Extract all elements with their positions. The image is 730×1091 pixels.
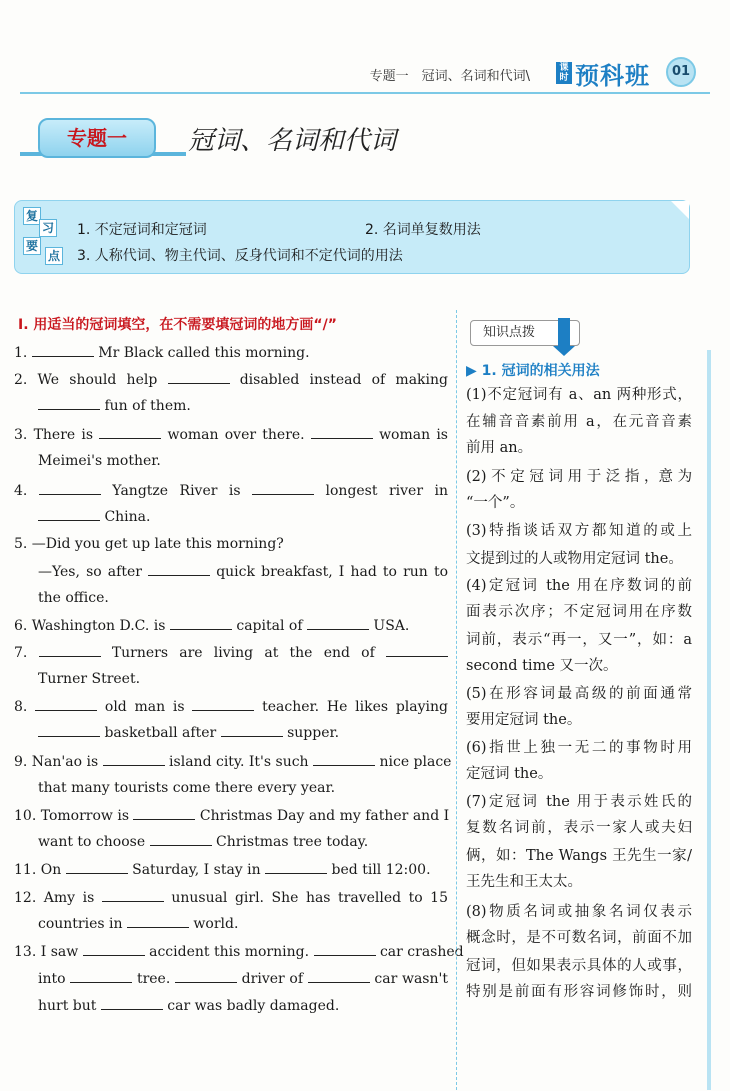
exercise-line [38,451,448,471]
answer-blank[interactable] [103,752,165,766]
exercise-line [14,860,448,880]
knowledge-line: 面表示次序；不定冠词用在序数 [466,604,692,620]
knowledge-line: 在辅音音素前用 a，在元音音素 [466,414,692,430]
answer-blank[interactable] [221,723,283,737]
knowledge-line: 定冠词 the。 [466,766,553,782]
page-number: 01 [666,57,696,87]
exercise-text: 6. Washington D.C. is [14,618,170,634]
exercise-line [38,588,448,608]
exercise-text: USA. [368,618,410,634]
exercise-line [14,806,448,826]
column-divider [456,310,457,1090]
exercise-line [14,942,464,962]
answer-blank[interactable] [170,616,232,630]
exercise-text: Mr Black called this morning. [93,345,310,361]
page-curl-corner [671,201,689,219]
running-header: 专题一 冠词、名词和代词\ [369,69,530,84]
knowledge-line: 俩，如：The Wangs 王先生一家/ [466,848,692,864]
answer-blank[interactable] [252,481,314,495]
exercise-text: that many tourists come there every year. [38,780,336,796]
exercise-text: woman is [372,427,448,443]
exercise-text: world. [188,916,239,932]
knowledge-line: 冠词，但如果表示具体的人或事， [466,958,692,974]
knowledge-line: (4)定冠词 the 用在序数词的前 [466,578,692,594]
exercise-text: supper. [282,725,340,741]
review-label-char: 点 [45,247,63,265]
answer-blank[interactable] [83,942,145,956]
answer-blank[interactable] [311,425,373,439]
exercise-text: Yangtze River is [100,483,253,499]
exercise-line [14,534,448,554]
exercise-text: bed till 12:00. [327,862,431,878]
arrow-down-icon [558,318,570,346]
brand-logo: 预科班 [575,62,650,90]
answer-blank[interactable] [38,507,100,521]
knowledge-line: (8)物质名词或抽象名词仅表示 [466,904,692,920]
exercise-text: Turner Street. [38,671,141,687]
exercise-text: Christmas tree today. [211,834,369,850]
exercise-text: nice place [375,754,452,770]
exercise-text: 1. [14,345,32,361]
exercise-text: disabled instead of making [229,372,448,388]
exercise-text: accident this morning. [144,944,314,960]
exercise-text: China. [100,509,151,525]
exercise-text: woman over there. [161,427,311,443]
answer-blank[interactable] [314,942,376,956]
exercise-text: countries in [38,916,127,932]
answer-blank[interactable] [386,643,448,657]
answer-blank[interactable] [38,396,100,410]
exercise-text: 4. [14,483,39,499]
knowledge-line: (6)指世上独一无二的事物时用 [466,740,692,756]
knowledge-line: 王先生和王太太。 [466,874,582,890]
answer-blank[interactable] [39,643,101,657]
answer-blank[interactable] [265,860,327,874]
answer-blank[interactable] [102,888,164,902]
answer-blank[interactable] [192,697,254,711]
exercise-text: basketball after [100,725,221,741]
header-divider [20,92,710,94]
topic-badge: 专题一 [38,118,156,158]
exercise-line [14,425,448,445]
knowledge-line: “一个”。 [466,495,525,511]
answer-blank[interactable] [308,969,370,983]
exercise-line [14,481,448,501]
answer-blank[interactable] [168,370,230,384]
exercise-text: quick breakfast, I had to run to [210,564,448,580]
answer-blank[interactable] [313,752,375,766]
exercise-line [38,396,448,416]
exercise-line [14,752,452,772]
knowledge-tag: 知识点拨 [470,320,580,346]
exercise-line [38,969,448,989]
knowledge-line: (5)在形容词最高级的前面通常 [466,686,692,702]
knowledge-line: (7)定冠词 the 用于表示姓氏的 [466,794,692,810]
knowledge-heading: ▶ 1. 冠词的相关用法 [466,363,600,379]
exercise-text: unusual girl. She has travelled to 15 [163,890,448,906]
review-item: 2. 名词单复数用法 [365,222,481,238]
page-edge-strip [707,350,711,1090]
answer-blank[interactable] [307,616,369,630]
exercise-text: teacher. He likes playing [254,699,448,715]
knowledge-line: 特别是前面有形容词修饰时，则 [466,984,692,1000]
brand-badge: 课时 [556,62,572,84]
exercise-text: island city. It's such [164,754,314,770]
exercise-text: hurt but [38,998,101,1014]
exercise-text: 12. Amy is [14,890,102,906]
knowledge-line: 复数名词前，表示一家人或夫妇 [466,820,692,836]
answer-blank[interactable] [39,481,101,495]
exercise-line [14,888,448,908]
knowledge-line: 概念时，是不可数名词，前面不加 [466,930,692,946]
exercise-heading: Ⅰ. 用适当的冠词填空，在不需要填冠词的地方画“/” [18,317,337,333]
exercise-text: 7. [14,645,39,661]
exercise-text: car wasn't [369,971,448,987]
exercise-line [14,697,448,717]
exercise-line [38,914,448,934]
exercise-text: fun of them. [100,398,191,414]
exercise-text: car was badly damaged. [162,998,340,1014]
answer-blank[interactable] [38,723,100,737]
knowledge-line: 要用定冠词 the。 [466,712,582,728]
review-label-char: 复 [23,207,41,225]
exercise-text: Christmas Day and my father and I [195,808,450,824]
answer-blank[interactable] [35,697,97,711]
knowledge-line: (3)特指谈话双方都知道的或上 [466,523,692,539]
exercise-line [38,778,448,798]
exercise-line [14,343,448,363]
answer-blank[interactable] [148,562,210,576]
exercise-line [14,616,448,636]
exercise-line [14,643,448,663]
exercise-text: Saturday, I stay in [127,862,266,878]
exercise-line [38,832,448,852]
exercise-line [38,507,448,527]
exercise-text: old man is [97,699,193,715]
review-item: 3. 人称代词、物主代词、反身代词和不定代词的用法 [77,248,403,264]
exercise-text: 2. We should help [14,372,168,388]
exercise-text: 8. [14,699,36,715]
exercise-text: 3. There is [14,427,100,443]
answer-blank[interactable] [175,969,237,983]
page-title: 冠词、名词和代词 [188,126,397,156]
answer-blank[interactable] [133,806,195,820]
knowledge-line: (1)不定冠词有 a、an 两种形式， [466,387,692,403]
exercise-text: Turners are living at the end of [100,645,387,661]
exercise-text: 11. On [14,862,66,878]
review-item: 1. 不定冠词和定冠词 [77,222,207,238]
exercise-text: want to choose [38,834,150,850]
exercise-text: driver of [236,971,308,987]
answer-blank[interactable] [99,425,161,439]
answer-blank[interactable] [66,860,128,874]
answer-blank[interactable] [32,343,94,357]
exercise-text: car crashed [375,944,464,960]
answer-blank[interactable] [150,832,212,846]
exercise-line [38,562,448,582]
page-header [0,0,730,105]
review-label-char: 要 [23,237,41,255]
knowledge-line: 词前，表示“再一，又一”，如：a [466,632,692,648]
exercise-text: longest river in [314,483,448,499]
exercise-text: 5. —Did you get up late this morning? [14,536,284,552]
exercise-text: 10. Tomorrow is [14,808,134,824]
exercise-text: 13. I saw [14,944,83,960]
exercise-line [38,723,448,743]
exercise-text: 9. Nan'ao is [14,754,103,770]
review-points-box [14,200,690,274]
knowledge-line: (2) 不 定 冠 词 用 于 泛 指 ，意 为 [466,469,693,485]
knowledge-line: 前用 an。 [466,440,533,456]
answer-blank[interactable] [127,914,189,928]
exercise-text: capital of [231,618,307,634]
knowledge-line: 文提到过的人或物用定冠词 the。 [466,551,683,567]
exercise-line [38,996,448,1016]
exercise-text: tree. [132,971,175,987]
answer-blank[interactable] [70,969,132,983]
exercise-text: into [38,971,71,987]
answer-blank[interactable] [101,996,163,1010]
exercise-text: Meimei's mother. [38,453,161,469]
knowledge-line: second time 又一次。 [466,658,618,674]
exercise-text: —Yes, so after [38,564,149,580]
review-label-char: 习 [39,219,57,237]
exercise-text: the office. [38,590,109,606]
exercise-line [38,669,448,689]
exercise-line [14,370,448,390]
